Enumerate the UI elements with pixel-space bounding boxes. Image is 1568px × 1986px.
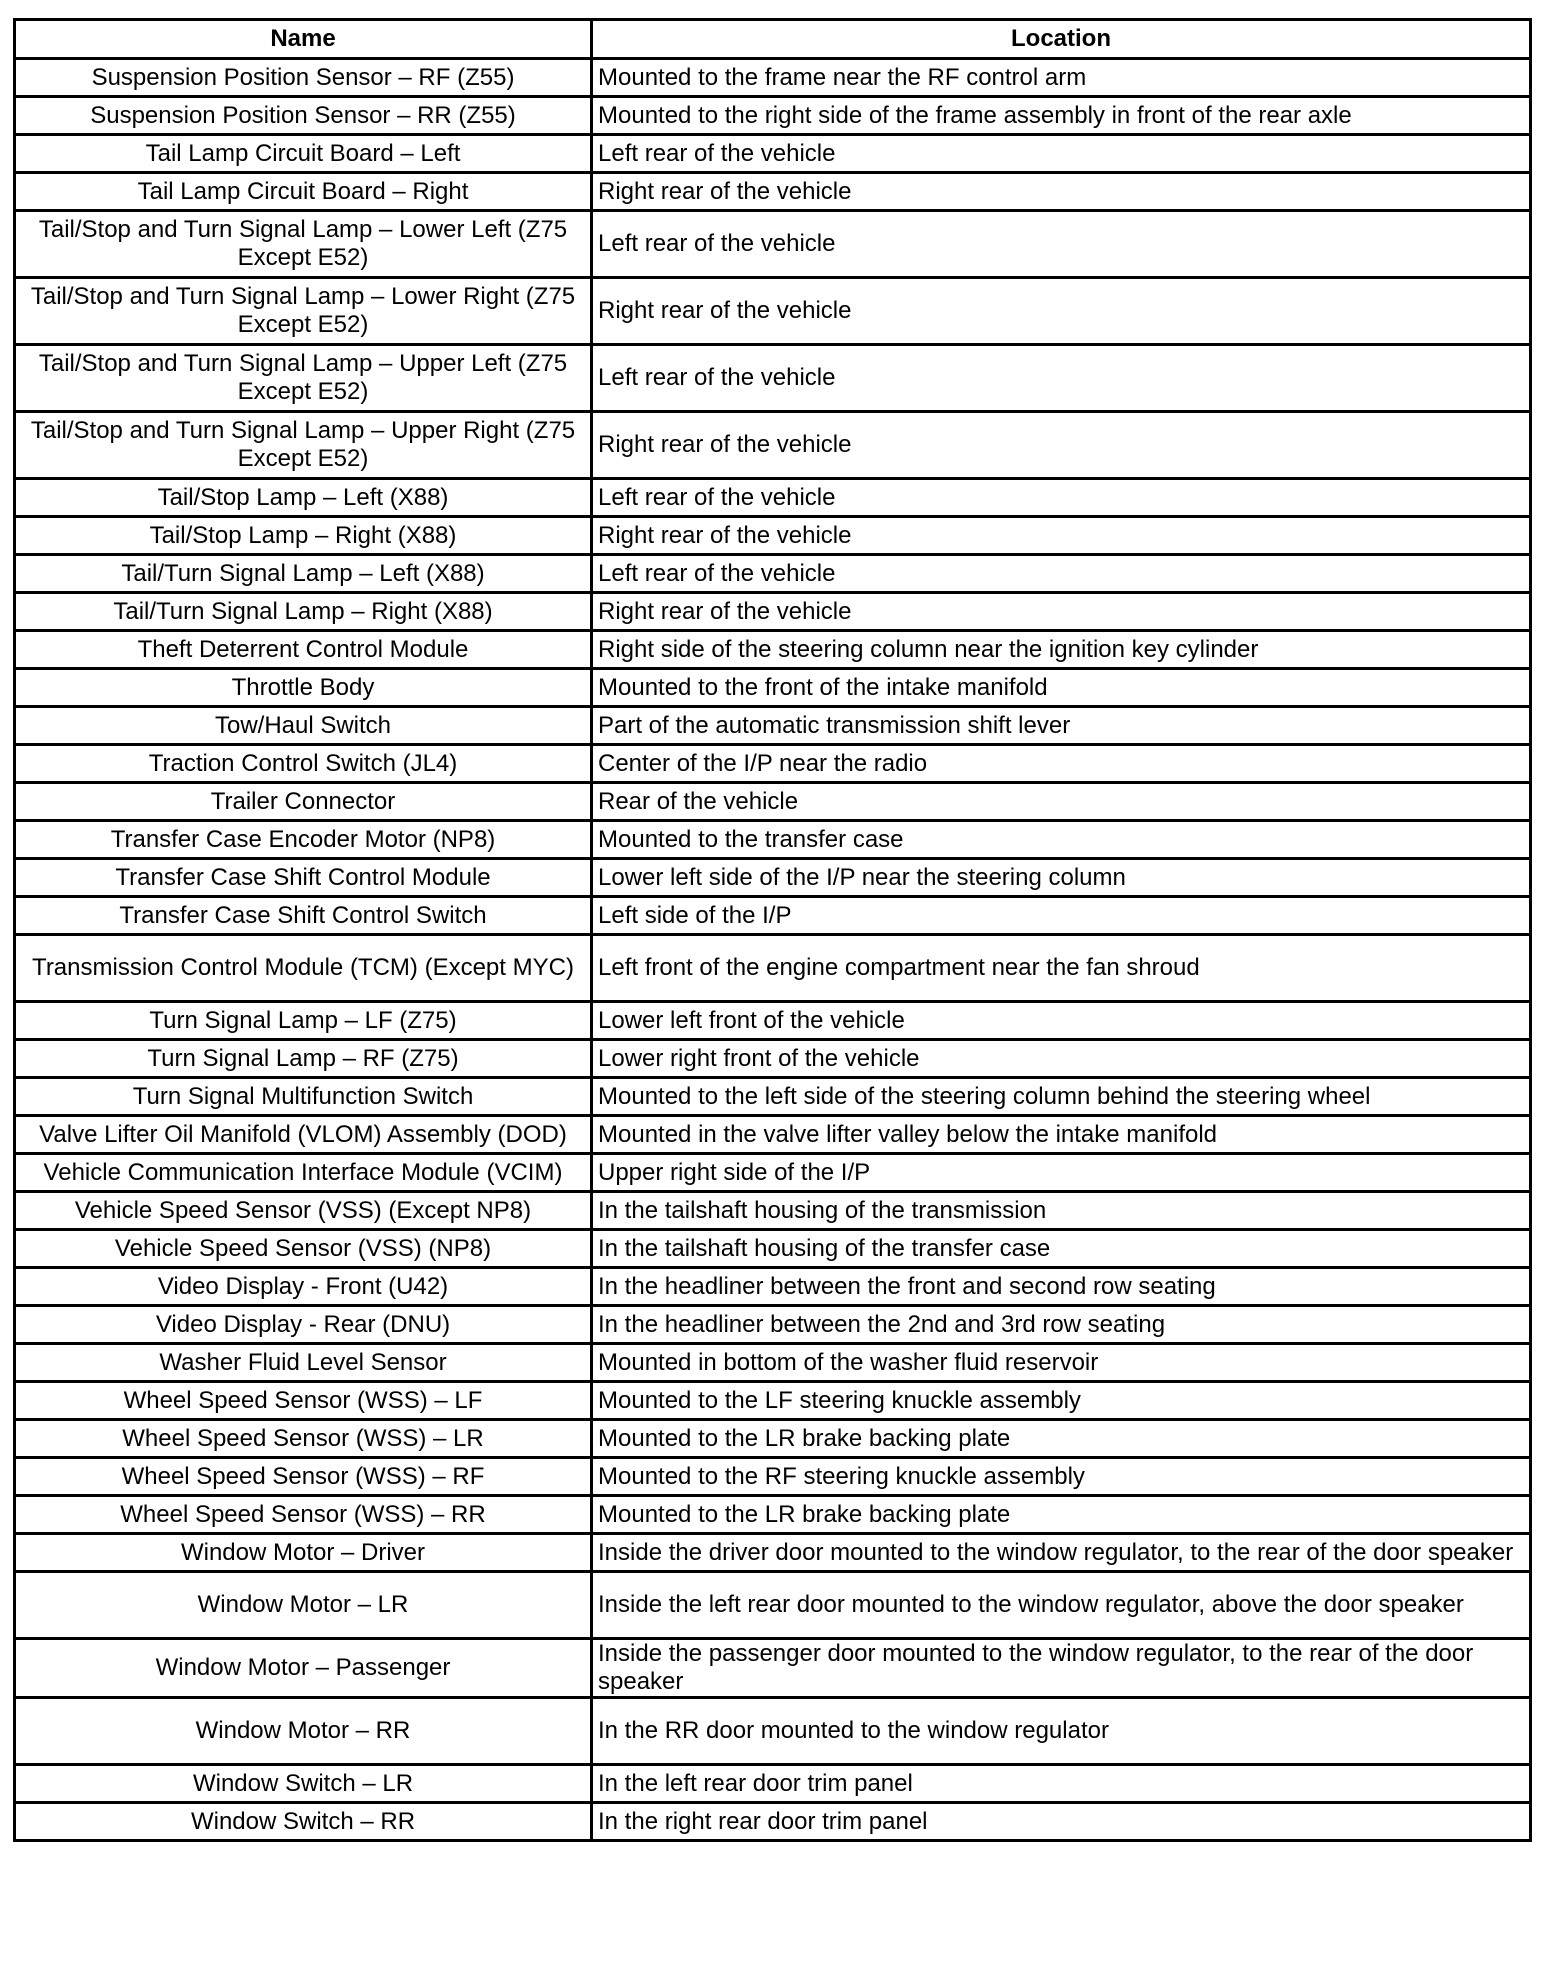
component-name-cell: Window Motor – LR — [15, 1572, 592, 1639]
component-location-cell: Left rear of the vehicle — [592, 555, 1531, 593]
component-location-cell: Mounted to the right side of the frame assembly in front of the rear axle — [592, 97, 1531, 135]
table-row — [15, 517, 1531, 555]
component-name-cell: Tail/Stop Lamp – Left (X88) — [15, 479, 592, 517]
component-name-cell: Tail/Stop Lamp – Right (X88) — [15, 517, 592, 555]
component-location-cell: Mounted to the LR brake backing plate — [592, 1496, 1531, 1534]
table-row — [15, 821, 1531, 859]
table-row — [15, 211, 1531, 278]
component-name-cell: Tow/Haul Switch — [15, 707, 592, 745]
table-row — [15, 412, 1531, 479]
component-location-cell: Lower left front of the vehicle — [592, 1002, 1531, 1040]
component-name-cell: Transfer Case Shift Control Module — [15, 859, 592, 897]
component-location-cell: Mounted to the frame near the RF control arm — [592, 59, 1531, 97]
component-location-cell: In the RR door mounted to the window regulator — [592, 1698, 1531, 1765]
component-name-cell: Turn Signal Multifunction Switch — [15, 1078, 592, 1116]
component-location-cell: In the left rear door trim panel — [592, 1765, 1531, 1803]
component-name-cell: Turn Signal Lamp – LF (Z75) — [15, 1002, 592, 1040]
table-row — [15, 1534, 1531, 1572]
component-location-cell: Mounted in the valve lifter valley below the intake manifold — [592, 1116, 1531, 1154]
component-location-cell: Center of the I/P near the radio — [592, 745, 1531, 783]
component-name-cell: Video Display - Rear (DNU) — [15, 1306, 592, 1344]
table-row — [15, 1382, 1531, 1420]
table-row — [15, 555, 1531, 593]
table-row — [15, 345, 1531, 412]
component-name-cell: Vehicle Speed Sensor (VSS) (Except NP8) — [15, 1192, 592, 1230]
table-row — [15, 59, 1531, 97]
component-name-cell: Window Motor – Driver — [15, 1534, 592, 1572]
table-row — [15, 278, 1531, 345]
component-location-cell: Upper right side of the I/P — [592, 1154, 1531, 1192]
component-name-cell: Wheel Speed Sensor (WSS) – LR — [15, 1420, 592, 1458]
component-location-cell: Left rear of the vehicle — [592, 135, 1531, 173]
component-location-cell: Mounted to the RF steering knuckle assembly — [592, 1458, 1531, 1496]
component-location-cell: Right side of the steering column near the ignition key cylinder — [592, 631, 1531, 669]
component-location-cell: Right rear of the vehicle — [592, 517, 1531, 555]
table-row — [15, 669, 1531, 707]
component-name-cell: Tail/Turn Signal Lamp – Left (X88) — [15, 555, 592, 593]
table-row — [15, 1040, 1531, 1078]
component-location-cell: Mounted in bottom of the washer fluid reservoir — [592, 1344, 1531, 1382]
component-location-table — [13, 18, 1532, 1842]
header-row — [15, 20, 1531, 59]
component-name-cell: Suspension Position Sensor – RR (Z55) — [15, 97, 592, 135]
component-name-cell: Window Switch – RR — [15, 1803, 592, 1841]
table-body — [15, 59, 1531, 1841]
component-location-cell: Lower right front of the vehicle — [592, 1040, 1531, 1078]
component-name-cell: Turn Signal Lamp – RF (Z75) — [15, 1040, 592, 1078]
component-name-cell: Traction Control Switch (JL4) — [15, 745, 592, 783]
component-location-cell: Right rear of the vehicle — [592, 593, 1531, 631]
table-row — [15, 1639, 1531, 1698]
component-location-cell: Left front of the engine compartment near the fan shroud — [592, 935, 1531, 1002]
table-row — [15, 1344, 1531, 1382]
table-row — [15, 1154, 1531, 1192]
component-location-cell: Inside the passenger door mounted to the window regulator, to the rear of the door speaker — [592, 1639, 1531, 1698]
table-row — [15, 1572, 1531, 1639]
component-location-cell: Right rear of the vehicle — [592, 278, 1531, 345]
component-location-cell: Right rear of the vehicle — [592, 173, 1531, 211]
table-row — [15, 1192, 1531, 1230]
component-location-cell: Left side of the I/P — [592, 897, 1531, 935]
table-row — [15, 1420, 1531, 1458]
component-name-cell: Transmission Control Module (TCM) (Except MYC) — [15, 935, 592, 1002]
component-name-cell: Trailer Connector — [15, 783, 592, 821]
table-row — [15, 173, 1531, 211]
component-name-cell: Tail/Stop and Turn Signal Lamp – Upper Left (Z75 Except E52) — [15, 345, 592, 412]
table-row — [15, 745, 1531, 783]
table-row — [15, 97, 1531, 135]
table-row — [15, 1078, 1531, 1116]
component-location-cell: Left rear of the vehicle — [592, 345, 1531, 412]
table-row — [15, 1458, 1531, 1496]
component-name-cell: Theft Deterrent Control Module — [15, 631, 592, 669]
component-location-cell: Mounted to the front of the intake manifold — [592, 669, 1531, 707]
component-location-cell: Lower left side of the I/P near the steering column — [592, 859, 1531, 897]
component-location-cell: Right rear of the vehicle — [592, 412, 1531, 479]
component-name-cell: Washer Fluid Level Sensor — [15, 1344, 592, 1382]
component-name-cell: Transfer Case Shift Control Switch — [15, 897, 592, 935]
table-row — [15, 1306, 1531, 1344]
component-name-cell: Window Motor – Passenger — [15, 1639, 592, 1698]
table-row — [15, 1268, 1531, 1306]
component-name-cell: Video Display - Front (U42) — [15, 1268, 592, 1306]
component-location-cell: In the headliner between the 2nd and 3rd row seating — [592, 1306, 1531, 1344]
table-row — [15, 479, 1531, 517]
component-name-cell: Transfer Case Encoder Motor (NP8) — [15, 821, 592, 859]
component-name-cell: Tail Lamp Circuit Board – Left — [15, 135, 592, 173]
table-row — [15, 1002, 1531, 1040]
component-name-cell: Tail/Turn Signal Lamp – Right (X88) — [15, 593, 592, 631]
component-name-cell: Tail/Stop and Turn Signal Lamp – Lower Right (Z75 Except E52) — [15, 278, 592, 345]
component-name-cell: Vehicle Communication Interface Module (VCIM) — [15, 1154, 592, 1192]
table-row — [15, 1765, 1531, 1803]
component-location-cell: Mounted to the transfer case — [592, 821, 1531, 859]
component-name-cell: Wheel Speed Sensor (WSS) – LF — [15, 1382, 592, 1420]
component-name-cell: Wheel Speed Sensor (WSS) – RR — [15, 1496, 592, 1534]
component-name-cell: Suspension Position Sensor – RF (Z55) — [15, 59, 592, 97]
component-name-cell: Tail/Stop and Turn Signal Lamp – Lower Left (Z75 Except E52) — [15, 211, 592, 278]
table-row — [15, 935, 1531, 1002]
table-row — [15, 135, 1531, 173]
component-name-cell: Valve Lifter Oil Manifold (VLOM) Assembly (DOD) — [15, 1116, 592, 1154]
component-location-cell: In the right rear door trim panel — [592, 1803, 1531, 1841]
component-location-cell: In the tailshaft housing of the transmission — [592, 1192, 1531, 1230]
table-row — [15, 1803, 1531, 1841]
component-location-cell: Left rear of the vehicle — [592, 479, 1531, 517]
component-name-cell: Vehicle Speed Sensor (VSS) (NP8) — [15, 1230, 592, 1268]
table-row — [15, 897, 1531, 935]
component-name-cell: Throttle Body — [15, 669, 592, 707]
component-location-cell: Rear of the vehicle — [592, 783, 1531, 821]
component-location-cell: Inside the driver door mounted to the window regulator, to the rear of the door speaker — [592, 1534, 1531, 1572]
table-row — [15, 1116, 1531, 1154]
component-location-cell: Part of the automatic transmission shift lever — [592, 707, 1531, 745]
component-location-cell: Mounted to the LF steering knuckle assembly — [592, 1382, 1531, 1420]
component-location-cell: Mounted to the LR brake backing plate — [592, 1420, 1531, 1458]
table-row — [15, 783, 1531, 821]
component-name-cell: Window Motor – RR — [15, 1698, 592, 1765]
component-name-cell: Tail/Stop and Turn Signal Lamp – Upper Right (Z75 Except E52) — [15, 412, 592, 479]
component-location-cell: Mounted to the left side of the steering column behind the steering wheel — [592, 1078, 1531, 1116]
table-row — [15, 1698, 1531, 1765]
table-row — [15, 707, 1531, 745]
table-row — [15, 859, 1531, 897]
component-name-cell: Tail Lamp Circuit Board – Right — [15, 173, 592, 211]
table-row — [15, 1230, 1531, 1268]
component-name-cell: Wheel Speed Sensor (WSS) – RF — [15, 1458, 592, 1496]
component-location-cell: In the headliner between the front and second row seating — [592, 1268, 1531, 1306]
table-row — [15, 593, 1531, 631]
component-location-cell: In the tailshaft housing of the transfer case — [592, 1230, 1531, 1268]
component-location-cell: Inside the left rear door mounted to the window regulator, above the door speaker — [592, 1572, 1531, 1639]
table-row — [15, 1496, 1531, 1534]
component-location-cell: Left rear of the vehicle — [592, 211, 1531, 278]
column-header-name: Name — [15, 20, 592, 59]
component-name-cell: Window Switch – LR — [15, 1765, 592, 1803]
table-row — [15, 631, 1531, 669]
column-header-location: Location — [592, 20, 1531, 59]
